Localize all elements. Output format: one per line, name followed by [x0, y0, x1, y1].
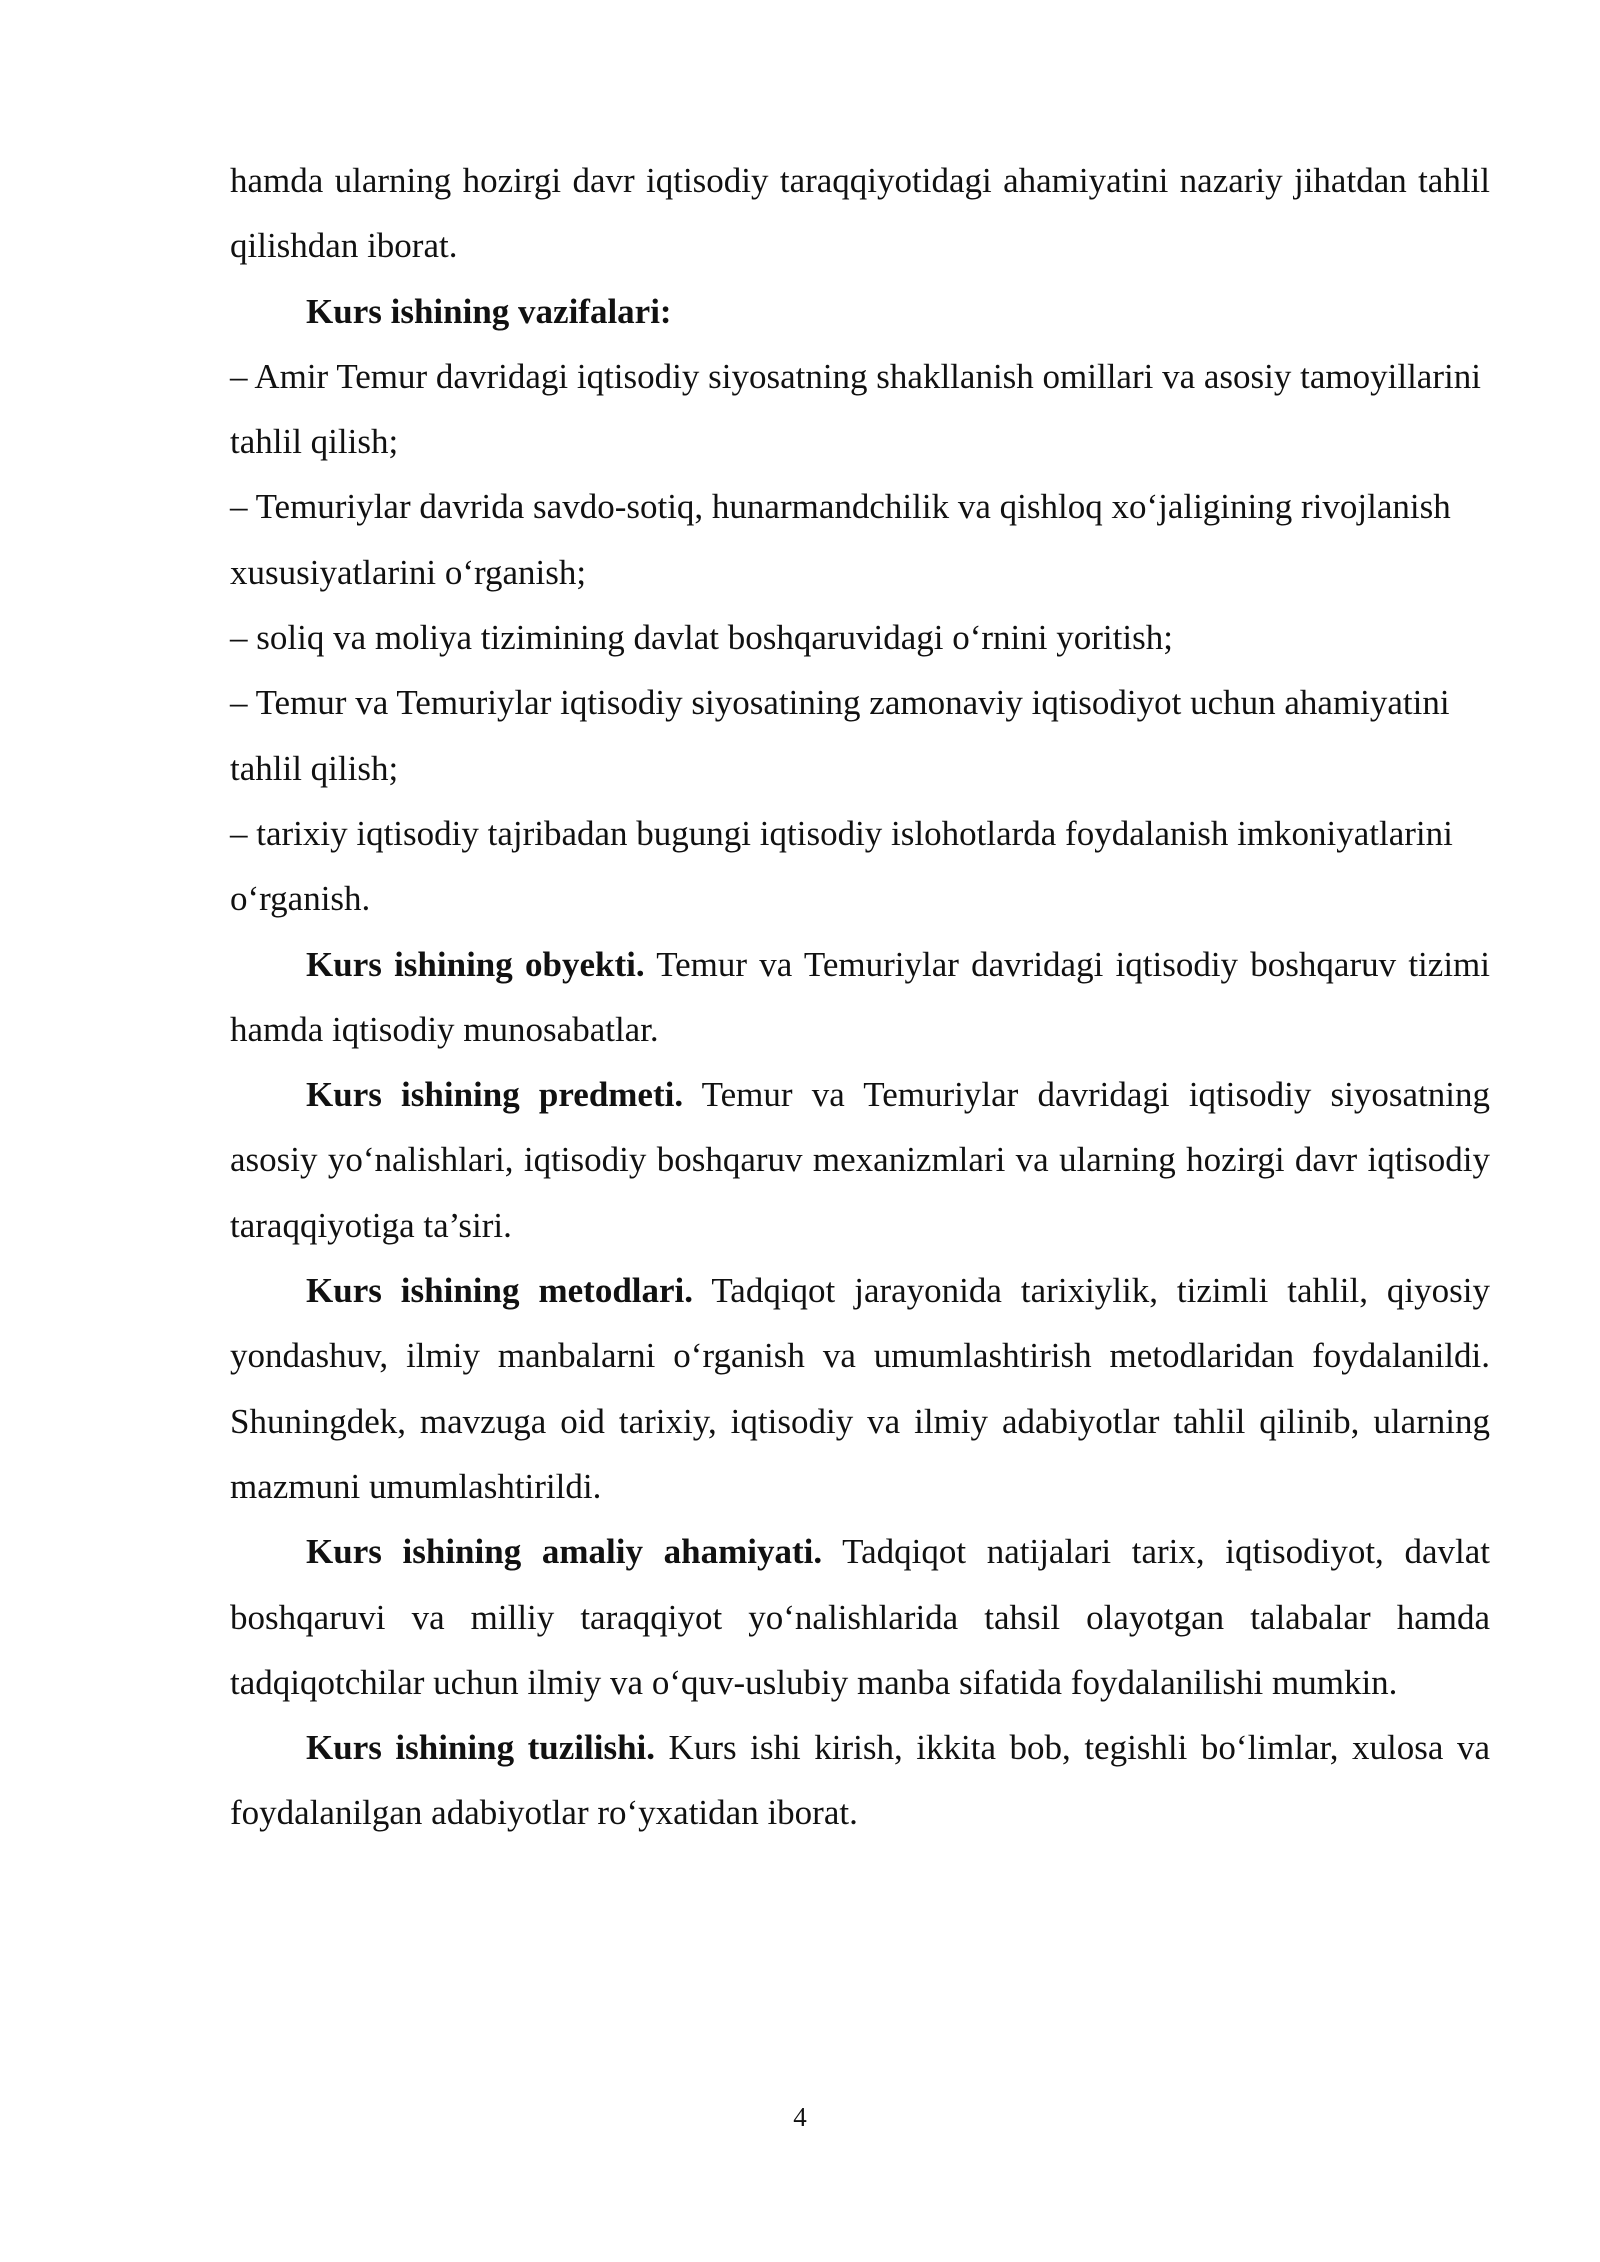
section-structure — [230, 1715, 1490, 1846]
page-number: 4 — [793, 2102, 807, 2132]
section-object — [230, 932, 1490, 1063]
task-item: – Temur va Temuriylar iqtisodiy siyosatining zamonaviy iqtisodiyot uchun ahamiyatini tahlil qilish; — [230, 683, 1450, 788]
page-body — [230, 148, 1490, 1846]
section-practical — [230, 1519, 1490, 1715]
section-methods-text: Tadqiqot jarayonida tarixiylik, tizimli tahlil, qiyosiy yondashuv, ilmiy manbalarni o‘rganish va umumlashtirish metodlaridan foydalanildi. Shuningdek, mavzuga oid tarixiy, iqtisodiy va ilmiy adabiyotlar tahlil qilinib, ularning mazmuni umumlashtirildi. — [230, 1271, 1490, 1506]
tasks-heading-label: Kurs ishining vazifalari: — [306, 291, 672, 331]
section-object-text: Temur va Temuriylar davridagi iqtisodiy boshqaruv tizimi hamda iqtisodiy munosabatlar. — [230, 944, 1490, 1049]
section-object-label: Kurs ishining obyekti. — [306, 944, 645, 984]
intro-paragraph: hamda ularning hozirgi davr iqtisodiy taraqqiyotidagi ahamiyatini nazariy jihatdan tahlil qilishdan iborat. — [230, 161, 1490, 266]
task-item: – soliq va moliya tizimining davlat boshqaruvidagi o‘rnini yoritish; — [230, 618, 1173, 658]
section-subject-text: Temur va Temuriylar davridagi iqtisodiy siyosatning asosiy yo‘nalishlari, iqtisodiy boshqaruv mexanizmlari va ularning hozirgi davr iqtisodiy taraqqiyotiga ta’siri. — [230, 1075, 1490, 1245]
section-methods — [230, 1258, 1490, 1519]
tasks-heading — [230, 279, 1490, 344]
section-structure-label: Kurs ishining tuzilishi. — [306, 1728, 656, 1768]
section-methods-label: Kurs ishining metodlari. — [306, 1271, 694, 1311]
section-subject — [230, 1062, 1490, 1258]
section-structure-text: Kurs ishi kirish, ikkita bob, tegishli bo‘limlar, xulosa va foydalanilgan adabiyotlar ro‘yxatidan iborat. — [230, 1728, 1491, 1833]
task-item: – Amir Temur davridagi iqtisodiy siyosatning shakllanish omillari va asosiy tamoyillarini tahlil qilish; — [230, 356, 1481, 462]
task-item: – Temuriylar davrida savdo-sotiq, hunarmandchilik va qishloq xo‘jaligining rivojlanish xususiyatlarini o‘rganish; — [230, 487, 1451, 592]
section-practical-label: Kurs ishining amaliy ahamiyati. — [306, 1532, 823, 1572]
task-item: – tarixiy iqtisodiy tajribadan bugungi iqtisodiy islohotlarda foydalanish imkoniyatlarini o‘rganish. — [230, 813, 1453, 919]
section-subject-label: Kurs ishining predmeti. — [306, 1075, 684, 1115]
section-practical-text: Tadqiqot natijalari tarix, iqtisodiyot, davlat boshqaruvi va milliy taraqqiyot yo‘nalishlarida tahsil olayotgan talabalar hamda tadqiqotchilar uchun ilmiy va o‘quv-uslubiy manba sifatida foydalanilishi mumkin. — [230, 1532, 1490, 1702]
